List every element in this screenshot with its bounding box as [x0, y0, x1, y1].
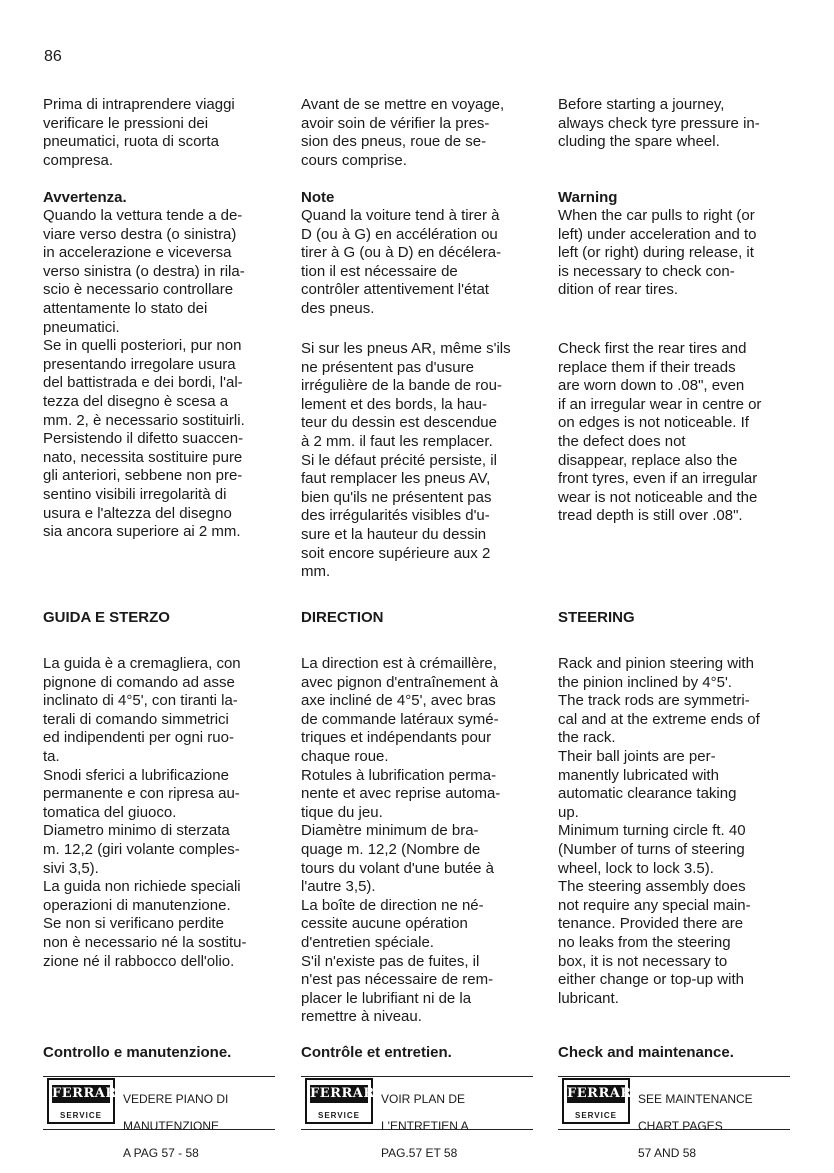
- intro-text: [43, 96, 276, 170]
- text-line: cessite aucune opération: [301, 915, 468, 933]
- text-line: SEE MAINTENANCE: [638, 1092, 753, 1106]
- text-line: D (ou à G) en accélération ou: [301, 225, 498, 243]
- text-line: faut remplacer les pneus AV,: [301, 470, 491, 488]
- text-line: La direction est à crémaillère,: [301, 655, 497, 672]
- text-line: PAG.57 ET 58: [381, 1146, 458, 1160]
- text-line: CHART PAGES: [638, 1119, 723, 1133]
- text-line: Quand la voiture tend à tirer à: [301, 207, 500, 224]
- text-line: tion il est nécessaire de: [301, 262, 458, 280]
- text-line: teur du dessin est descendue: [301, 414, 497, 432]
- section-title: GUIDA E STERZO: [43, 609, 170, 626]
- text-line: in accelerazione e viceversa: [43, 244, 232, 262]
- text-line: Before starting a journey,: [558, 96, 725, 113]
- text-line: placer le lubrifiant ni de la: [301, 989, 472, 1007]
- text-line: m. 12,2 (giri volante comples-: [43, 840, 240, 858]
- warning-title: Avvertenza.: [43, 189, 127, 206]
- text-line: attentamente lo stato dei: [43, 299, 208, 317]
- text-line: Diametro minimo di sterzata: [43, 822, 230, 840]
- text-line: automatic clearance taking: [558, 785, 737, 803]
- text-line: cluding the spare wheel.: [558, 133, 720, 151]
- text-line: d'entretien spéciale.: [301, 933, 434, 951]
- text-line: triques et indépendants pour: [301, 729, 492, 747]
- warning-text-2: [301, 340, 534, 582]
- text-line: des irrégularités visibles d'u-: [301, 507, 490, 525]
- text-line: scio è necessario controllare: [43, 281, 234, 299]
- text-line: pneumatici.: [43, 318, 120, 336]
- text-line: ed indipendenti per ogni ruo-: [43, 729, 234, 747]
- text-line: operazioni di manutenzione.: [43, 896, 231, 914]
- intro-text: [558, 96, 790, 152]
- text-line: no leaks from the steering: [558, 933, 731, 951]
- service-text: [123, 1080, 228, 1173]
- text-line: S'il n'existe pas de fuites, il: [301, 952, 480, 970]
- text-line: Si sur les pneus AR, même s'ils: [301, 340, 511, 357]
- text-line: tours du volant d'une butée à: [301, 859, 495, 877]
- text-line: Rotules à lubrification perma-: [301, 766, 497, 784]
- text-line: Si le défaut précité persiste, il: [301, 451, 497, 469]
- text-line: de commande latéraux symé-: [301, 710, 499, 728]
- text-line: Quando la vettura tende a de-: [43, 207, 243, 224]
- text-line: the rack.: [558, 729, 616, 747]
- text-line: dition of rear tires.: [558, 281, 679, 299]
- warning-title: Warning: [558, 189, 618, 206]
- text-line: box, it is not necessary to: [558, 952, 728, 970]
- text-line: des pneus.: [301, 299, 375, 317]
- text-line: A PAG 57 - 58: [123, 1146, 199, 1160]
- section-title: STEERING: [558, 609, 635, 626]
- section-text: [43, 655, 276, 971]
- text-line: sia ancora superiore ai 2 mm.: [43, 523, 241, 541]
- text-line: soit encore supérieure aux 2: [301, 544, 491, 562]
- text-line: chaque roue.: [301, 747, 389, 765]
- text-line: remettre à niveau.: [301, 1008, 422, 1026]
- text-line: Their ball joints are per-: [558, 747, 716, 765]
- text-line: the defect does not: [558, 432, 686, 450]
- maintenance-title: Controllo e manutenzione.: [43, 1044, 232, 1061]
- text-line: verificare le pressioni dei: [43, 114, 209, 132]
- text-line: Snodi sferici a lubrificazione: [43, 766, 229, 784]
- text-line: up.: [558, 803, 579, 821]
- maintenance-title: Check and maintenance.: [558, 1044, 734, 1061]
- service-text: [638, 1080, 753, 1173]
- text-line: Se non si verificano perdite: [43, 915, 224, 933]
- text-line: cours comprise.: [301, 151, 407, 169]
- text-line: either change or top-up with: [558, 971, 744, 989]
- text-line: axe incliné de 4°5', avec bras: [301, 692, 496, 710]
- text-line: manently lubricated with: [558, 766, 719, 784]
- text-line: La guida non richiede speciali: [43, 878, 241, 896]
- text-line: cal and at the extreme ends of: [558, 710, 760, 728]
- text-line: terali di comando simmetrici: [43, 710, 229, 728]
- text-line: usura e l'altezza del disegno: [43, 504, 232, 522]
- text-line: avec pignon d'entraînement à: [301, 673, 499, 691]
- text-line: La boîte de direction ne né-: [301, 896, 484, 914]
- text-line: Se in quelli posteriori, pur non: [43, 337, 242, 355]
- text-line: pneumatici, ruota di scorta: [43, 133, 219, 151]
- text-line: permanente e con ripresa au-: [43, 785, 240, 803]
- text-line: left (or right) during release, it: [558, 244, 754, 262]
- text-line: Minimum turning circle ft. 40: [558, 822, 746, 840]
- text-line: ta.: [43, 747, 60, 765]
- text-line: the pinion inclined by 4°5'.: [558, 673, 732, 691]
- text-line: gli anteriori, sebbene non pre-: [43, 467, 243, 485]
- text-line: front tyres, even if an irregular: [558, 470, 758, 488]
- warning-text: [301, 207, 534, 319]
- text-line: verso sinistra (o destra) in rila-: [43, 262, 245, 280]
- text-line: tread depth is still over .08".: [558, 507, 743, 525]
- service-reference: [301, 1072, 533, 1160]
- text-line: 57 AND 58: [638, 1146, 697, 1160]
- text-line: Persistendo il difetto suaccen-: [43, 430, 244, 448]
- text-line: lubricant.: [558, 989, 619, 1007]
- text-line: on edges is not noticeable. If: [558, 414, 749, 432]
- text-line: del battistrada e dei bordi, l'al-: [43, 374, 243, 392]
- text-line: sentino visibili irregolarità di: [43, 485, 227, 503]
- text-line: nente et avec reprise automa-: [301, 785, 501, 803]
- ferrari-service-logo: FERRARI SERVICE: [47, 1078, 115, 1124]
- text-line: wheel, lock to lock 3.5).: [558, 859, 714, 877]
- text-line: lement et des bords, la hau-: [301, 395, 487, 413]
- text-line: Diamètre minimum de bra-: [301, 822, 479, 840]
- text-line: Prima di intraprendere viaggi: [43, 96, 235, 113]
- text-line: When the car pulls to right (or: [558, 207, 755, 224]
- text-line: sure et la hauteur du dessin: [301, 525, 487, 543]
- text-line: nato, necessita sostituire pure: [43, 448, 243, 466]
- warning-title: Note: [301, 189, 335, 206]
- text-line: left) under acceleration and to: [558, 225, 757, 243]
- text-line: mm.: [301, 563, 331, 581]
- text-line: à 2 mm. il faut les remplacer.: [301, 432, 493, 450]
- warning-text-2: [558, 340, 790, 526]
- text-line: not require any special main-: [558, 896, 751, 914]
- text-line: l'autre 3,5).: [301, 878, 376, 896]
- page-number: 86: [44, 48, 62, 65]
- text-line: viare verso destra (o sinistra): [43, 225, 237, 243]
- text-line: zione né il rabbocco dell'olio.: [43, 952, 235, 970]
- service-text: [381, 1080, 469, 1173]
- text-line: VOIR PLAN DE: [381, 1092, 466, 1106]
- text-line: L'ENTRETIEN A: [381, 1119, 469, 1133]
- text-line: VEDERE PIANO DI: [123, 1092, 229, 1106]
- text-line: sivi 3,5).: [43, 859, 99, 877]
- text-line: bien qu'ils ne présentent pas: [301, 488, 492, 506]
- text-line: inclinato di 4°5', con tiranti la-: [43, 692, 238, 710]
- warning-text: [43, 207, 276, 542]
- section-title: DIRECTION: [301, 609, 384, 626]
- maintenance-title: Contrôle et entretien.: [301, 1044, 452, 1061]
- text-line: quage m. 12,2 (Nombre de: [301, 840, 481, 858]
- text-line: contrôler attentivement l'état: [301, 281, 489, 299]
- text-line: MANUTENZIONE: [123, 1119, 219, 1133]
- text-line: always check tyre pressure in-: [558, 114, 760, 132]
- text-line: presentando irregolare usura: [43, 355, 236, 373]
- text-line: tirer à G (ou à D) en décélera-: [301, 244, 502, 262]
- text-line: is necessary to check con-: [558, 262, 735, 280]
- text-line: ne présentent pas d'usure: [301, 358, 474, 376]
- text-line: Check first the rear tires and: [558, 340, 747, 357]
- text-line: La guida è a cremagliera, con: [43, 655, 241, 672]
- text-line: pignone di comando ad asse: [43, 673, 235, 691]
- text-line: tique du jeu.: [301, 803, 383, 821]
- intro-text: [301, 96, 534, 170]
- text-line: The track rods are symmetri-: [558, 692, 750, 710]
- warning-text: [558, 207, 790, 300]
- ferrari-service-logo: FERRARI SERVICE: [562, 1078, 630, 1124]
- text-line: wear is not noticeable and the: [558, 488, 758, 506]
- text-line: non è necessario né la sostitu-: [43, 933, 247, 951]
- text-line: sion des pneus, roue de se-: [301, 133, 487, 151]
- text-line: tezza del disegno è scesa a: [43, 392, 229, 410]
- section-text: [558, 655, 790, 1008]
- text-line: if an irregular wear in centre or: [558, 395, 762, 413]
- section-text: [301, 655, 534, 1027]
- text-line: Avant de se mettre en voyage,: [301, 96, 505, 113]
- text-line: (Number of turns of steering: [558, 840, 745, 858]
- text-line: The steering assembly does: [558, 878, 746, 896]
- text-line: disappear, replace also the: [558, 451, 738, 469]
- text-line: replace them if their treads: [558, 358, 736, 376]
- text-line: compresa.: [43, 151, 114, 169]
- text-line: tenance. Provided there are: [558, 915, 744, 933]
- ferrari-service-logo: FERRARI SERVICE: [305, 1078, 373, 1124]
- text-line: avoir soin de vérifier la pres-: [301, 114, 490, 132]
- service-reference: [43, 1072, 275, 1160]
- text-line: irrégulière de la bande de rou-: [301, 377, 502, 395]
- service-reference: [558, 1072, 790, 1160]
- text-line: mm. 2, è necessario sostituirli.: [43, 411, 245, 429]
- text-line: n'est pas nécessaire de rem-: [301, 971, 494, 989]
- text-line: tomatica del giuoco.: [43, 803, 177, 821]
- text-line: Rack and pinion steering with: [558, 655, 754, 672]
- text-line: are worn down to .08", even: [558, 377, 745, 395]
